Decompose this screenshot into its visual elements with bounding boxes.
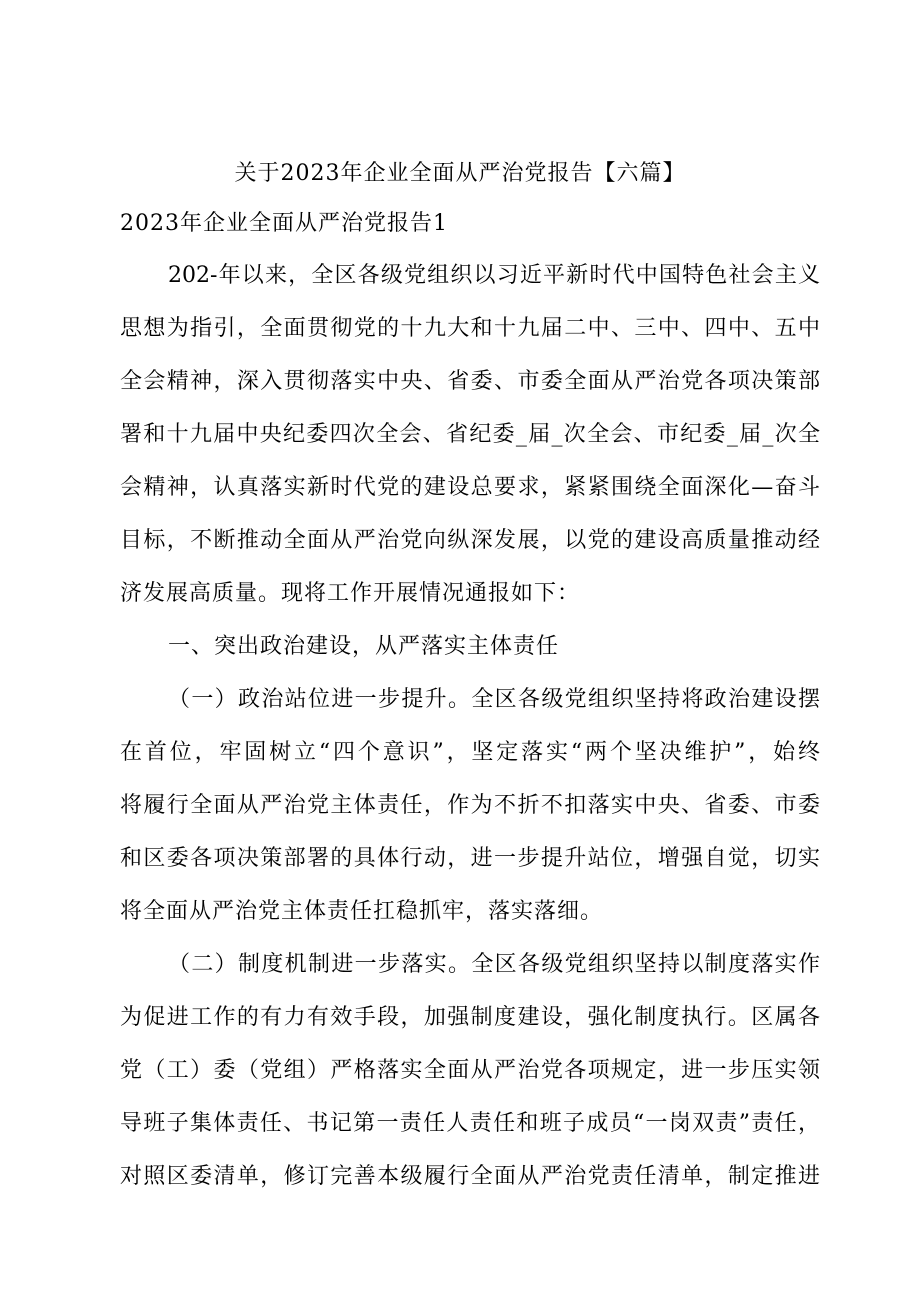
paragraph-line: 署和十九届中央纪委四次全会、省纪委_届_次全会、市纪委_届_次全	[120, 422, 820, 447]
paragraph-line: 会精神，认真落实新时代党的建设总要求，紧紧围绕全面深化—奋斗	[120, 475, 820, 500]
paragraph-line: 在首位，牢固树立“四个意识”，坚定落实“两个坚决维护”，始终	[120, 740, 820, 765]
paragraph-line: 导班子集体责任、书记第一责任人责任和班子成员“一岗双责”责任，	[120, 1111, 820, 1136]
section-heading-line: 一、突出政治建设，从严落实主体责任	[168, 634, 560, 659]
paragraph-line: 对照区委清单，修订完善本级履行全面从严治党责任清单，制定推进	[120, 1164, 820, 1189]
paragraph-line: （二）制度机制进一步落实。全区各级党组织坚持以制度落实作	[168, 952, 820, 977]
section-heading: 2023年企业全面从严治党报告1	[120, 211, 448, 236]
paragraph-line: 202-年以来，全区各级党组织以习近平新时代中国特色社会主义	[168, 263, 820, 288]
paragraph-line: 党（工）委（党组）严格落实全面从严治党各项规定，进一步压实领	[120, 1058, 820, 1083]
document-title: 关于2023年企业全面从严治党报告【六篇】	[234, 161, 686, 186]
paragraph-line: （一）政治站位进一步提升。全区各级党组织坚持将政治建设摆	[168, 687, 820, 712]
paragraph-line: 济发展高质量。现将工作开展情况通报如下：	[120, 581, 581, 606]
paragraph-line: 思想为指引，全面贯彻党的十九大和十九届二中、三中、四中、五中	[120, 316, 820, 341]
paragraph-line: 和区委各项决策部署的具体行动，进一步提升站位，增强自觉，切实	[120, 846, 820, 871]
paragraph-line: 将履行全面从严治党主体责任，作为不折不扣落实中央、省委、市委	[120, 793, 820, 818]
paragraph-line: 全会精神，深入贯彻落实中央、省委、市委全面从严治党各项决策部	[120, 369, 820, 394]
paragraph-line: 为促进工作的有力有效手段，加强制度建设，强化制度执行。区属各	[120, 1005, 820, 1030]
paragraph-line: 将全面从严治党主体责任扛稳抓牢，落实落细。	[120, 899, 604, 924]
paragraph-line: 目标，不断推动全面从严治党向纵深发展，以党的建设高质量推动经	[120, 528, 820, 553]
